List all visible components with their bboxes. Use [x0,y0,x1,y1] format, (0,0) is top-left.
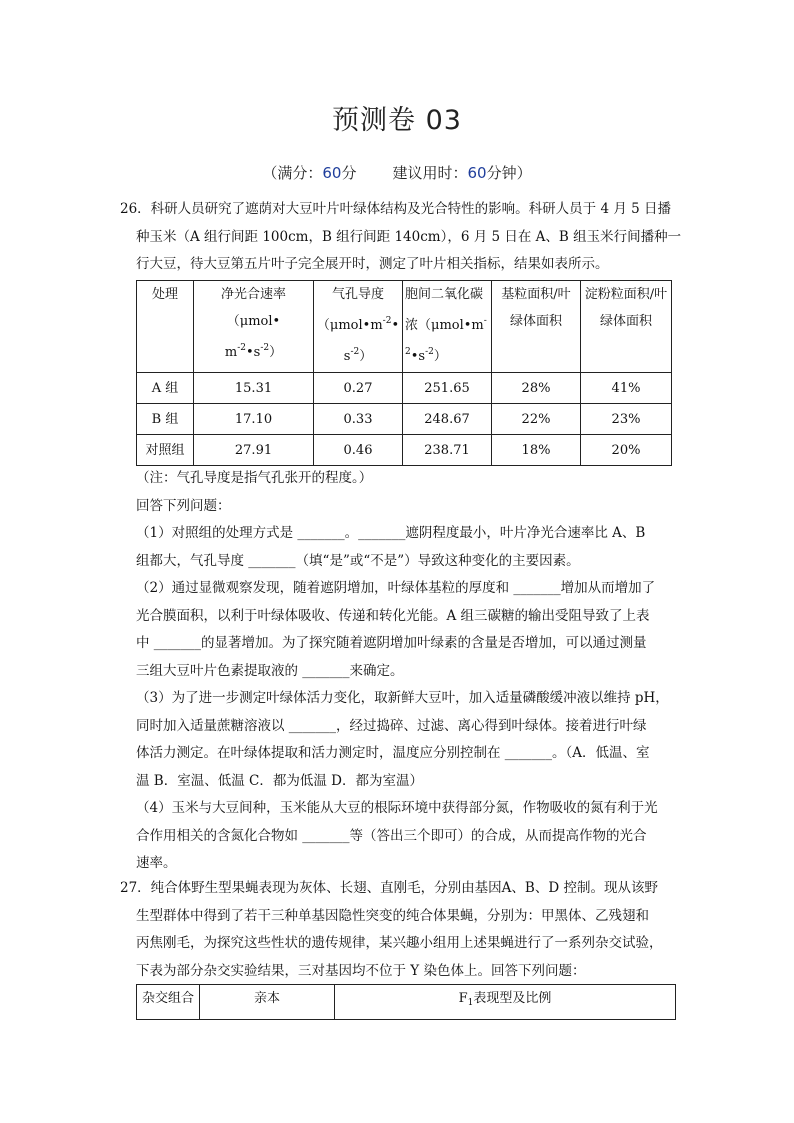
sub-question-line: 三组大豆叶片色素提取液的 _______来确定。 [136,662,404,679]
table-header-cell: 基粒面积/叶 绿体面积 [492,281,581,373]
sub-question-line: （2）通过显微观察发现，随着遮阴增加，叶绿体基粒的厚度和 _______增加从而增加了 [136,580,656,596]
table-cell: 20% [581,435,672,466]
table-cell: 251.65 [403,373,492,404]
table-cell: A 组 [137,373,194,404]
sub-question-line: （1）对照组的处理方式是 _______。_______遮阴程度最小，叶片净光合速率比 A、B [136,525,646,541]
sub-question-line: 体活力测定。在叶绿体提取和活力测定时，温度应分别控制在 _______。（A．低温、室 [136,745,650,761]
table-cell: 27.91 [194,435,314,466]
score-unit: 分 [341,164,357,182]
time-label: 建议用时： [392,164,468,182]
table-cell: 0.27 [314,373,403,404]
question-26-stem [120,196,680,279]
sub-question-line: 合作用相关的含氮化合物如 _______等（答出三个即可）的合成，从而提高作物的光合 [136,827,647,844]
table-cell: 0.33 [314,404,403,435]
table-cell: 15.31 [194,373,314,404]
page-title: 预测卷 03 [332,105,462,136]
question-line: 丙焦刚毛，为探究这些性状的遗传规律，某兴趣小组用上述果蝇进行了一系列杂交试验， [136,935,663,951]
table-header-cell: $F_1$表现型及比例 [335,985,676,1020]
sub-question-line: （3）为了进一步测定叶绿体活力变化，取新鲜大豆叶，加入适量磷酸缓冲液以维持 pH， [136,690,669,706]
table-cell: 22% [492,404,581,435]
table-header-cell: 杂交组合 [137,985,200,1020]
sub-question-line: （4）玉米与大豆间种，玉米能从大豆的根际环境中获得部分氮，作物吸收的氮有利于光 [136,800,658,816]
exam-info [0,162,794,183]
cross-experiment-table [136,984,676,1020]
table-header-cell: 胞间二氧化碳 浓（μmol•m- $^2•s^{-2}$） [403,281,492,373]
table-cell: B 组 [137,404,194,435]
table-row [137,435,672,466]
sub-question-line: 温 B．室温、低温 C．都为低温 D．都为室温） [136,772,423,789]
question-line: 生型群体中得到了若干三种单基因隐性突变的纯合体果蝇，分别为：甲黑体、乙残翅和 [136,907,649,924]
sub-question-line: 速率。 [136,855,177,871]
table-cell: 17.10 [194,404,314,435]
table-cell: 28% [492,373,581,404]
table-header-cell: 处理 [137,281,194,373]
table-row [137,404,672,435]
table-header-cell: 淀粉粒面积/叶 绿体面积 [581,281,672,373]
table-row [137,373,672,404]
sub-question-line: 同时加入适量蔗糖溶液以 _______，经过捣碎、过滤、离心得到叶绿体。接着进行叶绿 [136,717,647,734]
table-cell: 18% [492,435,581,466]
time-unit: 分钟） [486,164,532,182]
sub-question-line: 光合膜面积，以利于叶绿体吸收、传递和转化光能。A 组三碳糖的输出受阻导致了上表 [136,607,650,624]
table-header-cell: 亲本 [200,985,335,1020]
answer-prompt: 回答下列问题： [136,497,231,514]
question-26-body [120,465,680,878]
table-cell: 238.71 [403,435,492,466]
question-27-stem [120,875,680,985]
question-line: 种玉米（A 组行间距 100cm，B 组行间距 140cm），6 月 5 日在 A、B 组玉米行间播种一 [136,228,682,245]
leaf-indicator-table [136,280,672,466]
table-header-cell: 气孔导度 （$\mu mol•m^{-2}•$ $s^{-2}$） [314,281,403,373]
sub-question-line: 组都大，气孔导度 _______（填“是”或“不是”）导致这种变化的主要因素。 [136,552,580,569]
table-cell: 41% [581,373,672,404]
sub-question-line: 中 _______的显著增加。为了探究随着遮阴增加叶绿素的含量是否增加，可以通过测量 [136,635,647,651]
table-cell: 0.46 [314,435,403,466]
table-note: （注：气孔导度是指气孔张开的程度。） [136,470,373,486]
question-line: 26．科研人员研究了遮荫对大豆叶片叶绿体结构及光合特性的影响。科研人员于 4 月 5 日播 [120,201,672,217]
table-cell: 对照组 [137,435,194,466]
score-label: （满分： [262,164,323,182]
table-row [137,985,676,1020]
question-line: 27．纯合体野生型果蝇表现为灰体、长翅、直刚毛，分别由基因A、B、D 控制。现从该野 [120,880,658,896]
question-line: 下表为部分杂交实验结果，三对基因均不位于 Y 染色体上。回答下列问题： [136,962,586,979]
question-line: 行大豆，待大豆第五片叶子完全展开时，测定了叶片相关指标，结果如表所示。 [136,256,609,272]
table-header-cell: 净光合速率（μmol• $m^{-2}•s^{-2}$） [194,281,314,373]
table-cell: 248.67 [403,404,492,435]
table-cell: 23% [581,404,672,435]
time-value: 60 [467,164,487,182]
score-value: 60 [322,164,342,182]
